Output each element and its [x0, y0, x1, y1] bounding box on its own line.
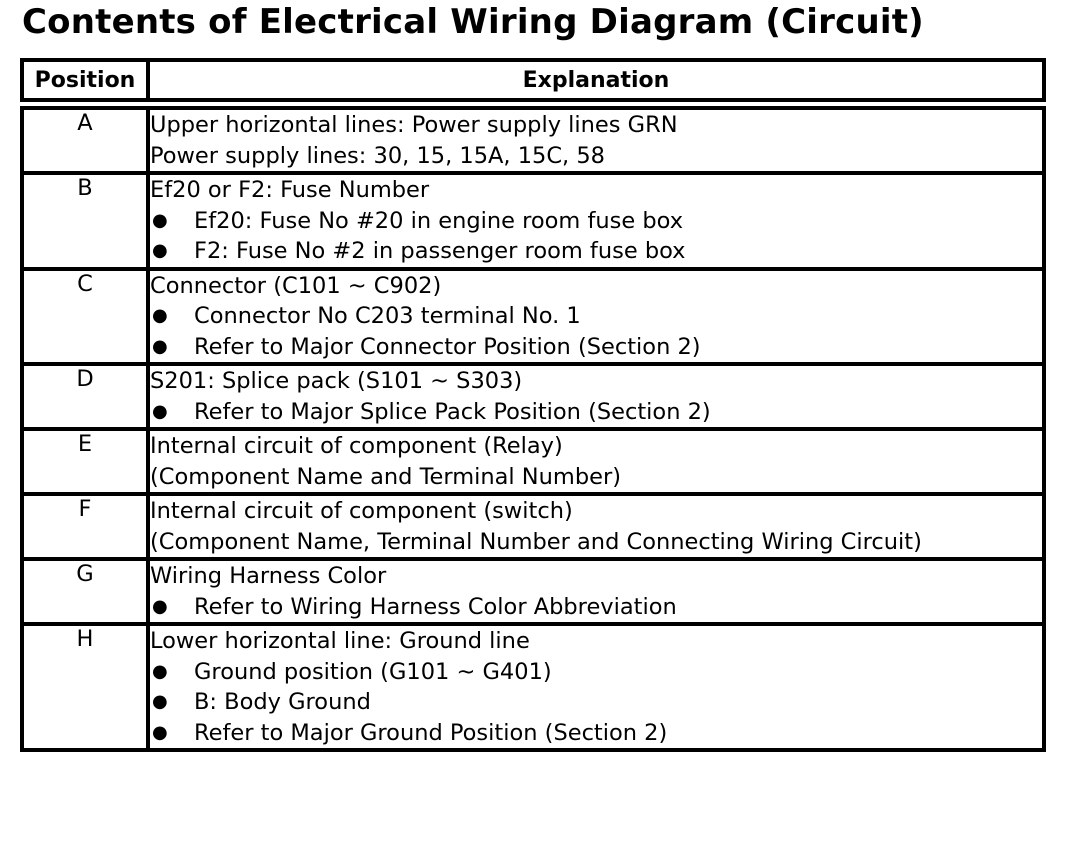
- explanation-cell: [148, 624, 1044, 750]
- wiring-contents-table: [20, 58, 1046, 752]
- explanation-line: (Component Name, Terminal Number and Connecting Wiring Circuit): [150, 528, 922, 555]
- bullet-text: Refer to Major Ground Position (Section 2): [194, 719, 668, 746]
- bullet-icon: ●: [152, 721, 168, 743]
- bullet-text: Refer to Major Connector Position (Section 2): [194, 333, 701, 360]
- explanation-line: Connector (C101 ~ C902): [150, 272, 442, 299]
- table-row: [22, 269, 1044, 365]
- bullet-icon: ●: [152, 209, 168, 231]
- explanation-line: Lower horizontal line: Ground line: [150, 628, 530, 654]
- table-row: [22, 624, 1044, 750]
- wiring-contents-table-wrapper: [20, 58, 1046, 752]
- position-cell: E: [22, 429, 148, 494]
- explanation-line: Internal circuit of component (switch): [150, 498, 573, 524]
- bullet-icon: ●: [152, 400, 168, 422]
- explanation-cell: [148, 364, 1044, 429]
- bullet-text: Refer to Wiring Harness Color Abbreviation: [194, 593, 677, 620]
- bullet-text: Ef20: Fuse No #20 in engine room fuse box: [194, 207, 684, 234]
- bullet-item: [150, 206, 1042, 237]
- explanation-line: (Component Name and Terminal Number): [150, 463, 621, 490]
- explanation-line: Ef20 or F2: Fuse Number: [150, 177, 430, 203]
- bullet-text: B: Body Ground: [194, 689, 371, 715]
- bullet-text: Connector No C203 terminal No. 1: [194, 303, 581, 329]
- explanation-column-header: Explanation: [148, 60, 1044, 104]
- explanation-line: Wiring Harness Color: [150, 563, 387, 589]
- explanation-cell: [148, 173, 1044, 269]
- position-cell: C: [22, 269, 148, 365]
- explanation-cell: [148, 494, 1044, 559]
- explanation-line: Power supply lines: 30, 15, 15A, 15C, 58: [150, 142, 605, 169]
- bullet-item: [150, 301, 1042, 332]
- bullet-text: Refer to Major Splice Pack Position (Section 2): [194, 398, 711, 425]
- position-cell: G: [22, 559, 148, 624]
- table-header-row: [22, 60, 1044, 104]
- page-title: Contents of Electrical Wiring Diagram (Circuit): [22, 2, 924, 42]
- explanation-line: S201: Splice pack (S101 ~ S303): [150, 368, 523, 394]
- table-row: [22, 429, 1044, 494]
- position-cell: B: [22, 173, 148, 269]
- explanation-line: Internal circuit of component (Relay): [150, 433, 563, 459]
- explanation-cell: [148, 269, 1044, 365]
- bullet-icon: ●: [152, 660, 168, 682]
- explanation-cell: [148, 559, 1044, 624]
- position-cell: A: [22, 104, 148, 173]
- table-body: [22, 104, 1044, 750]
- bullet-item: [150, 236, 1042, 267]
- bullet-icon: ●: [152, 335, 168, 357]
- bullet-text: F2: Fuse No #2 in passenger room fuse box: [194, 238, 686, 264]
- bullet-item: [150, 397, 1042, 428]
- bullet-item: [150, 657, 1042, 688]
- table-row: [22, 494, 1044, 559]
- table-row: [22, 173, 1044, 269]
- bullet-icon: ●: [152, 240, 168, 261]
- position-column-header: Position: [22, 60, 148, 104]
- bullet-item: [150, 687, 1042, 718]
- position-cell: H: [22, 624, 148, 750]
- bullet-icon: ●: [152, 595, 168, 617]
- explanation-cell: [148, 104, 1044, 173]
- table-row: [22, 104, 1044, 173]
- bullet-item: [150, 332, 1042, 363]
- bullet-item: [150, 718, 1042, 749]
- position-cell: D: [22, 364, 148, 429]
- bullet-text: Ground position (G101 ~ G401): [194, 658, 552, 685]
- bullet-icon: ●: [152, 305, 168, 326]
- explanation-cell: [148, 429, 1044, 494]
- position-cell: F: [22, 494, 148, 559]
- table-row: [22, 559, 1044, 624]
- bullet-icon: ●: [152, 691, 168, 712]
- bullet-item: [150, 592, 1042, 623]
- table-row: [22, 364, 1044, 429]
- explanation-line: Upper horizontal lines: Power supply lines GRN: [150, 112, 678, 138]
